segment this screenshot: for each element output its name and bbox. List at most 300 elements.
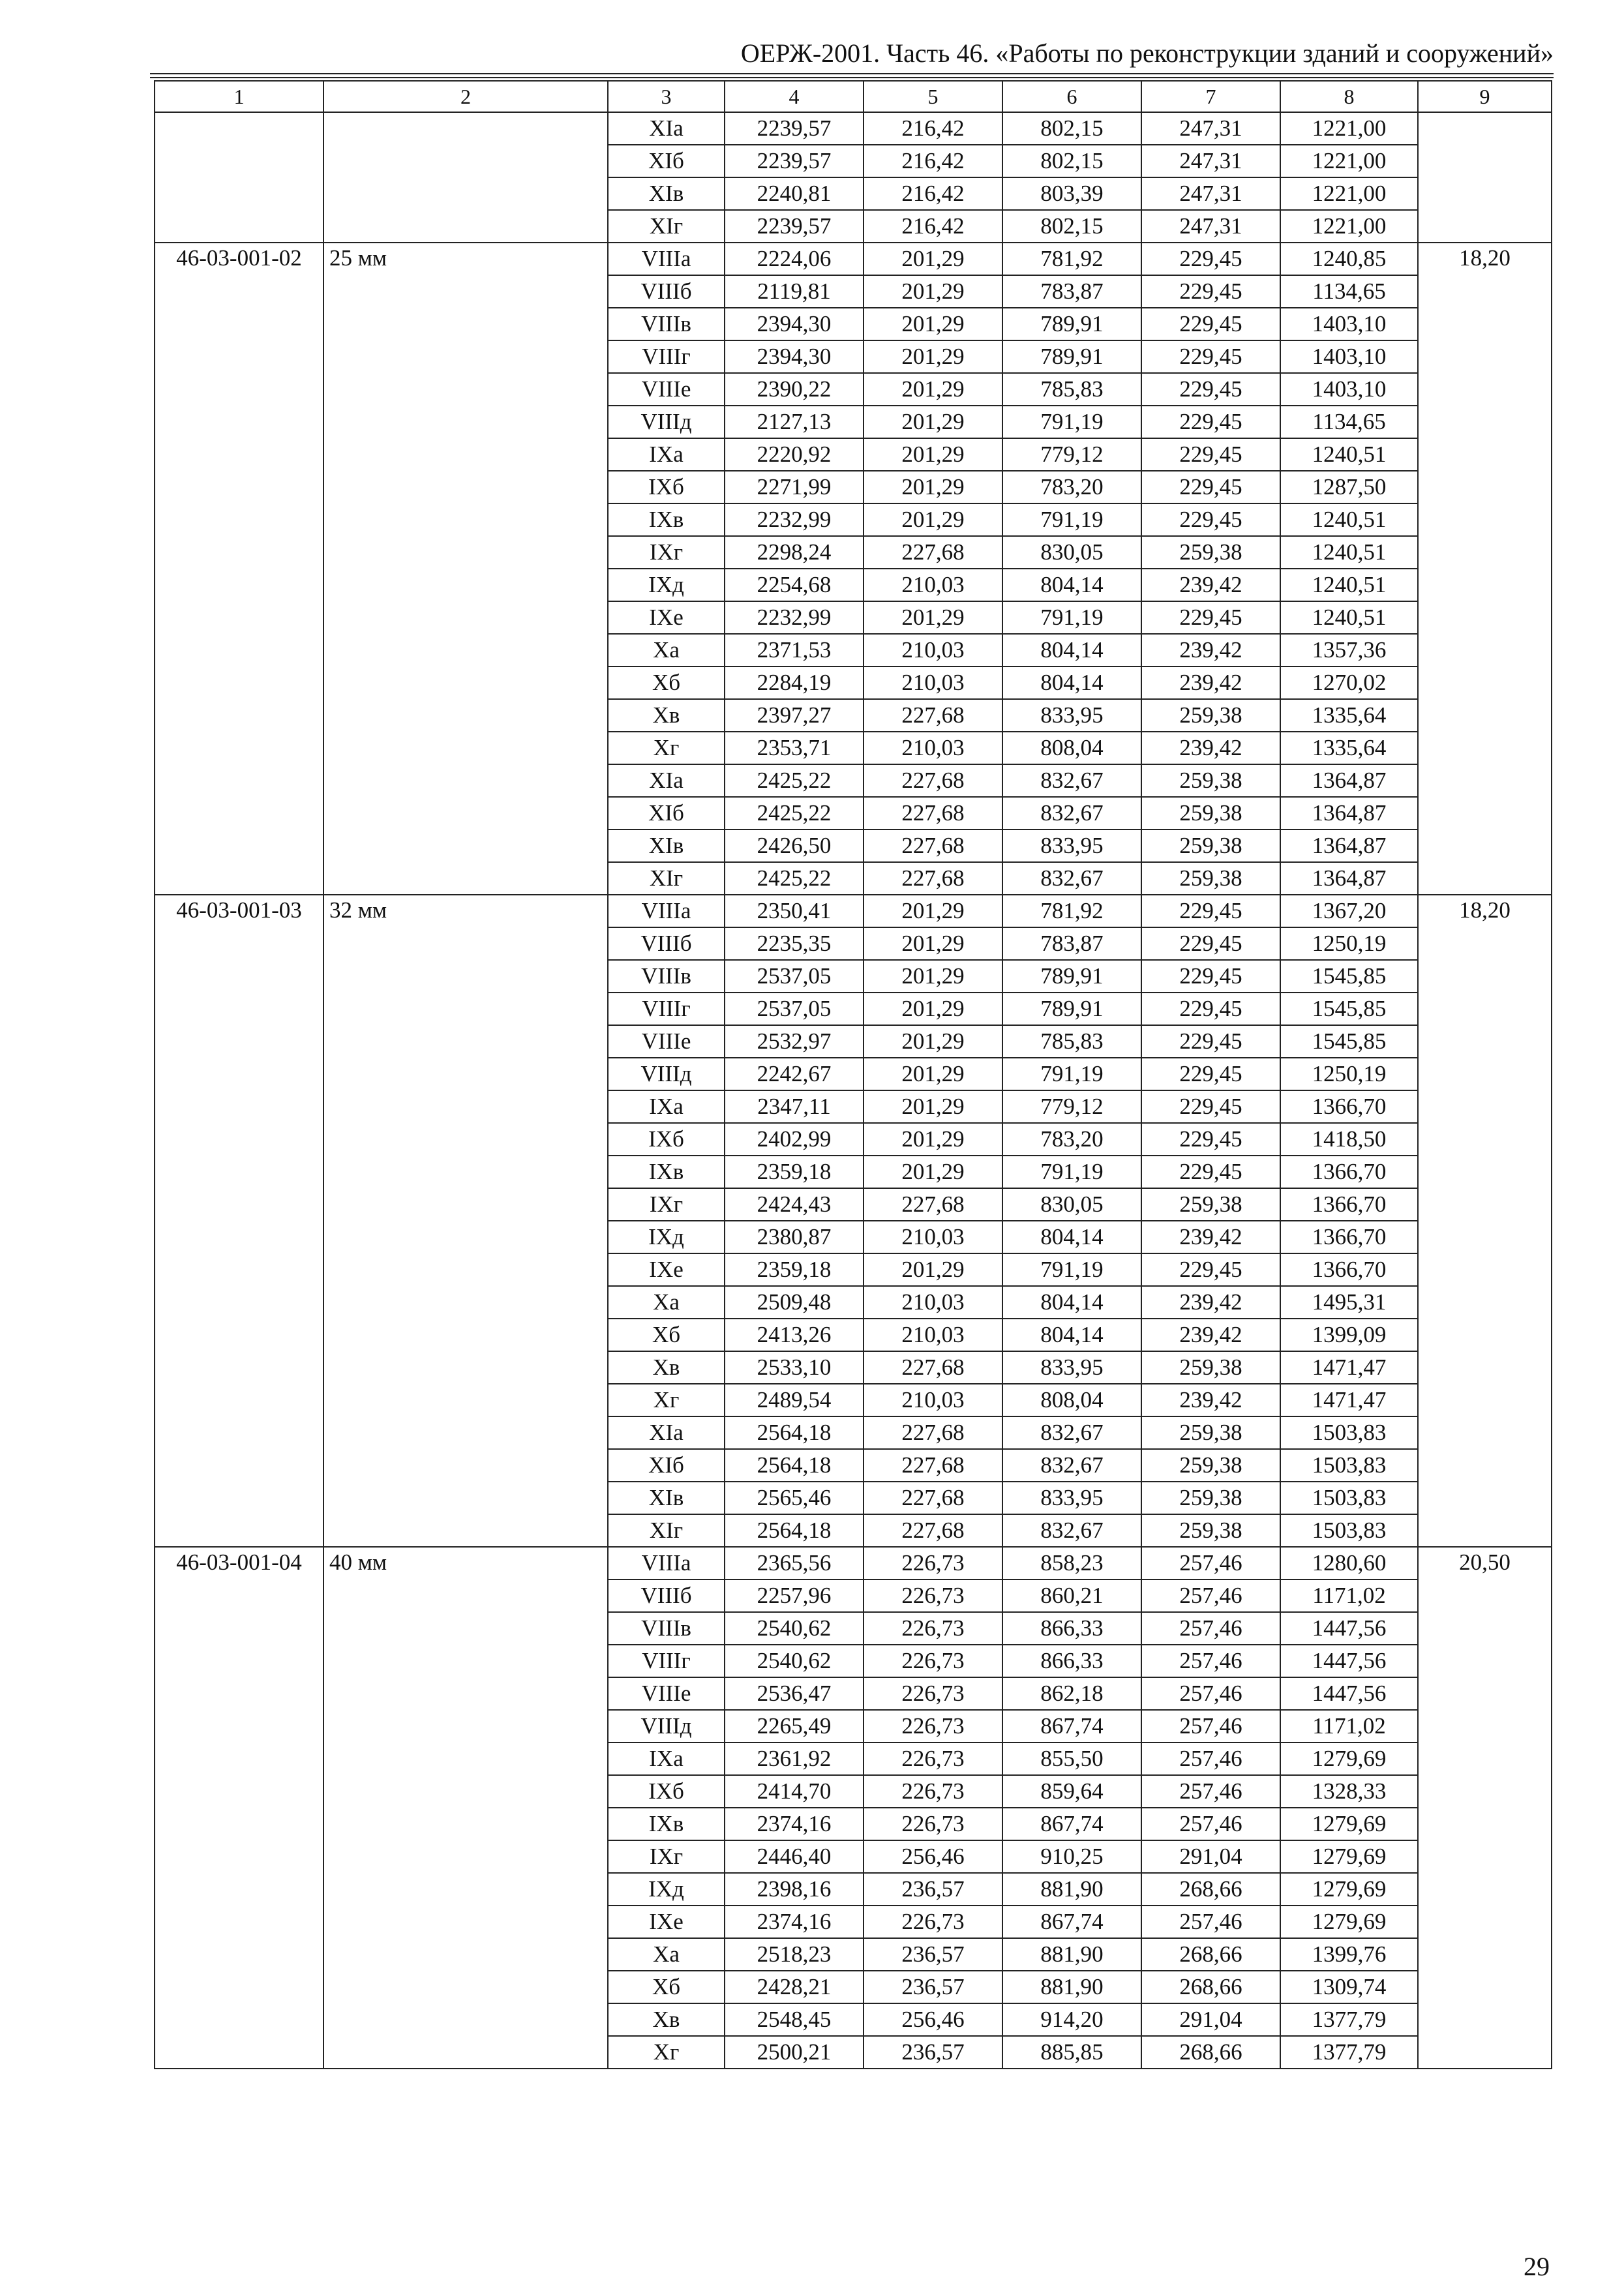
value-cell: 2240,81 [725,177,864,210]
table-row [155,112,1552,145]
value-cell: VIIIв [608,308,725,340]
value-cell: 229,45 [1141,471,1280,503]
value-cell: 832,67 [1002,764,1141,797]
value-cell: 227,68 [864,764,1002,797]
value-cell: 2425,22 [725,862,864,895]
value-cell: 1240,51 [1280,569,1418,601]
value-cell: 227,68 [864,699,1002,732]
rate-code-cell: 46-03-001-03 [155,895,323,1547]
value-cell: 226,73 [864,1808,1002,1840]
value-cell: 226,73 [864,1743,1002,1775]
value-cell: 804,14 [1002,1286,1141,1319]
value-cell: 1221,00 [1280,210,1418,243]
value-cell: 256,46 [864,1840,1002,1873]
value-cell: 1366,70 [1280,1253,1418,1286]
value-cell: 229,45 [1141,993,1280,1025]
value-cell: 236,57 [864,2036,1002,2069]
labor-cost-cell: 18,20 [1418,243,1552,895]
value-cell: 239,42 [1141,569,1280,601]
price-table [154,80,1552,2069]
value-cell: 860,21 [1002,1579,1141,1612]
value-cell: 2353,71 [725,732,864,764]
value-cell: Xа [608,634,725,666]
value-cell: 1287,50 [1280,471,1418,503]
value-cell: 858,23 [1002,1547,1141,1579]
value-cell: 833,95 [1002,830,1141,862]
value-cell: 1328,33 [1280,1775,1418,1808]
value-cell: 229,45 [1141,601,1280,634]
value-cell: 1503,83 [1280,1449,1418,1482]
value-cell: 2446,40 [725,1840,864,1873]
value-cell: 2425,22 [725,764,864,797]
value-cell: 832,67 [1002,1514,1141,1547]
value-cell: 885,85 [1002,2036,1141,2069]
value-cell: XIв [608,830,725,862]
value-cell: 779,12 [1002,1090,1141,1123]
value-cell: Xг [608,2036,725,2069]
table-row [155,895,1552,927]
value-cell: 257,46 [1141,1906,1280,1938]
value-cell: XIа [608,1416,725,1449]
value-cell: 229,45 [1141,927,1280,960]
value-cell: 259,38 [1141,1449,1280,1482]
value-cell: 1545,85 [1280,993,1418,1025]
value-cell: 833,95 [1002,1351,1141,1384]
value-cell: 783,87 [1002,275,1141,308]
value-cell: 201,29 [864,1090,1002,1123]
value-cell: 229,45 [1141,308,1280,340]
value-cell: 201,29 [864,275,1002,308]
value-cell: 1503,83 [1280,1416,1418,1449]
labor-cost-cell: 20,50 [1418,1547,1552,2069]
value-cell: VIIIе [608,1677,725,1710]
value-cell: 808,04 [1002,732,1141,764]
value-cell: 867,74 [1002,1906,1141,1938]
value-cell: 2220,92 [725,438,864,471]
value-cell: 2271,99 [725,471,864,503]
value-cell: 881,90 [1002,1938,1141,1971]
column-number: 3 [608,81,725,112]
value-cell: 830,05 [1002,536,1141,569]
value-cell: 1335,64 [1280,699,1418,732]
column-number: 9 [1418,81,1552,112]
value-cell: 783,87 [1002,927,1141,960]
value-cell: 257,46 [1141,1645,1280,1677]
value-cell: 2413,26 [725,1319,864,1351]
rate-name-cell: 25 мм [323,243,608,895]
value-cell: 783,20 [1002,471,1141,503]
value-cell: 2426,50 [725,830,864,862]
value-cell: 2232,99 [725,503,864,536]
value-cell: 1418,50 [1280,1123,1418,1156]
value-cell: 268,66 [1141,2036,1280,2069]
value-cell: 2380,87 [725,1221,864,1253]
value-cell: 2548,45 [725,2003,864,2036]
value-cell: 2540,62 [725,1645,864,1677]
value-cell: 1240,51 [1280,536,1418,569]
value-cell: 881,90 [1002,1873,1141,1906]
value-cell: 1367,20 [1280,895,1418,927]
value-cell: 259,38 [1141,1188,1280,1221]
value-cell: 2564,18 [725,1514,864,1547]
value-cell: 201,29 [864,895,1002,927]
value-cell: 227,68 [864,830,1002,862]
value-cell: 859,64 [1002,1775,1141,1808]
value-cell: VIIIа [608,1547,725,1579]
value-cell: 804,14 [1002,569,1141,601]
rate-name-cell: 40 мм [323,1547,608,2069]
value-cell: 1503,83 [1280,1482,1418,1514]
rate-name-cell: 32 мм [323,895,608,1547]
value-cell: 229,45 [1141,243,1280,275]
labor-cost-cell [1418,112,1552,243]
value-cell: 1403,10 [1280,340,1418,373]
value-cell: XIа [608,764,725,797]
value-cell: IXг [608,536,725,569]
value-cell: 1250,19 [1280,1058,1418,1090]
value-cell: 1134,65 [1280,406,1418,438]
value-cell: 1250,19 [1280,927,1418,960]
value-cell: 791,19 [1002,406,1141,438]
value-cell: 201,29 [864,373,1002,406]
value-cell: 914,20 [1002,2003,1141,2036]
value-cell: IXг [608,1188,725,1221]
value-cell: 259,38 [1141,862,1280,895]
value-cell: 226,73 [864,1547,1002,1579]
value-cell: 1240,51 [1280,438,1418,471]
column-number-row [155,81,1552,112]
value-cell: 2119,81 [725,275,864,308]
value-cell: 2371,53 [725,634,864,666]
value-cell: 216,42 [864,145,1002,177]
value-cell: 201,29 [864,503,1002,536]
value-cell: 210,03 [864,1384,1002,1416]
value-cell: 229,45 [1141,895,1280,927]
value-cell: XIг [608,862,725,895]
value-cell: 226,73 [864,1906,1002,1938]
value-cell: 259,38 [1141,1482,1280,1514]
value-cell: 256,46 [864,2003,1002,2036]
value-cell: XIв [608,177,725,210]
value-cell: 1279,69 [1280,1840,1418,1873]
value-cell: 791,19 [1002,1156,1141,1188]
value-cell: VIIIб [608,275,725,308]
page-number: 29 [1524,2252,1550,2281]
value-cell: 259,38 [1141,699,1280,732]
value-cell: 2242,67 [725,1058,864,1090]
header-rule [150,73,1554,74]
value-cell: 2365,56 [725,1547,864,1579]
value-cell: 791,19 [1002,503,1141,536]
value-cell: Xб [608,1971,725,2003]
value-cell: XIб [608,1449,725,1482]
value-cell: 2398,16 [725,1873,864,1906]
value-cell: 1309,74 [1280,1971,1418,2003]
value-cell: 227,68 [864,1449,1002,1482]
value-cell: 2533,10 [725,1351,864,1384]
value-cell: 201,29 [864,1025,1002,1058]
value-cell: 1171,02 [1280,1579,1418,1612]
value-cell: 201,29 [864,1253,1002,1286]
value-cell: 236,57 [864,1873,1002,1906]
value-cell: 229,45 [1141,1156,1280,1188]
value-cell: 2540,62 [725,1612,864,1645]
value-cell: IXд [608,1873,725,1906]
value-cell: VIIIв [608,1612,725,1645]
value-cell: 1240,85 [1280,243,1418,275]
value-cell: 247,31 [1141,210,1280,243]
value-cell: 781,92 [1002,895,1141,927]
value-cell: 2500,21 [725,2036,864,2069]
value-cell: 2394,30 [725,340,864,373]
value-cell: 867,74 [1002,1808,1141,1840]
value-cell: 210,03 [864,1221,1002,1253]
value-cell: 216,42 [864,177,1002,210]
value-cell: 832,67 [1002,862,1141,895]
value-cell: 1221,00 [1280,177,1418,210]
value-cell: 791,19 [1002,601,1141,634]
value-cell: 791,19 [1002,1058,1141,1090]
value-cell: 1280,60 [1280,1547,1418,1579]
value-cell: 1447,56 [1280,1645,1418,1677]
value-cell: 1279,69 [1280,1808,1418,1840]
value-cell: 239,42 [1141,1286,1280,1319]
value-cell: XIг [608,1514,725,1547]
value-cell: IXв [608,1156,725,1188]
value-cell: 227,68 [864,1482,1002,1514]
value-cell: IXа [608,1743,725,1775]
value-cell: 226,73 [864,1645,1002,1677]
table-row [155,243,1552,275]
value-cell: 201,29 [864,471,1002,503]
column-number: 4 [725,81,864,112]
value-cell: 808,04 [1002,1384,1141,1416]
value-cell: 2414,70 [725,1775,864,1808]
value-cell: 1503,83 [1280,1514,1418,1547]
value-cell: 789,91 [1002,993,1141,1025]
value-cell: 210,03 [864,666,1002,699]
value-cell: 1471,47 [1280,1351,1418,1384]
value-cell: 227,68 [864,862,1002,895]
value-cell: 201,29 [864,340,1002,373]
value-cell: 201,29 [864,1156,1002,1188]
header-rule-double [150,77,1554,78]
value-cell: 229,45 [1141,1253,1280,1286]
value-cell: 2232,99 [725,601,864,634]
value-cell: 257,46 [1141,1547,1280,1579]
value-cell: 239,42 [1141,1384,1280,1416]
value-cell: 239,42 [1141,634,1280,666]
value-cell: 236,57 [864,1971,1002,2003]
value-cell: 239,42 [1141,1319,1280,1351]
value-cell: 227,68 [864,536,1002,569]
value-cell: 268,66 [1141,1873,1280,1906]
value-cell: Xб [608,1319,725,1351]
value-cell: 804,14 [1002,666,1141,699]
value-cell: 226,73 [864,1612,1002,1645]
rate-code-cell: 46-03-001-04 [155,1547,323,2069]
value-cell: XIб [608,145,725,177]
value-cell: 1447,56 [1280,1677,1418,1710]
value-cell: 2564,18 [725,1416,864,1449]
value-cell: 2537,05 [725,960,864,993]
value-cell: Xа [608,1286,725,1319]
value-cell: 257,46 [1141,1743,1280,1775]
value-cell: 2298,24 [725,536,864,569]
value-cell: IXб [608,1775,725,1808]
value-cell: 1335,64 [1280,732,1418,764]
value-cell: 229,45 [1141,1058,1280,1090]
value-cell: 226,73 [864,1677,1002,1710]
column-number: 5 [864,81,1002,112]
value-cell: 210,03 [864,569,1002,601]
value-cell: 229,45 [1141,340,1280,373]
value-cell: 1471,47 [1280,1384,1418,1416]
value-cell: 201,29 [864,960,1002,993]
rate-code-cell: 46-03-001-02 [155,243,323,895]
value-cell: 1495,31 [1280,1286,1418,1319]
value-cell: IXд [608,569,725,601]
column-number: 1 [155,81,323,112]
value-cell: 291,04 [1141,1840,1280,1873]
column-number: 2 [323,81,608,112]
value-cell: 2397,27 [725,699,864,732]
value-cell: 1399,09 [1280,1319,1418,1351]
labor-cost-cell: 18,20 [1418,895,1552,1547]
value-cell: 2536,47 [725,1677,864,1710]
value-cell: 239,42 [1141,732,1280,764]
value-cell: 833,95 [1002,1482,1141,1514]
value-cell: 226,73 [864,1775,1002,1808]
value-cell: 210,03 [864,634,1002,666]
table-row [155,1547,1552,1579]
value-cell: 1403,10 [1280,373,1418,406]
value-cell: 268,66 [1141,1938,1280,1971]
value-cell: 227,68 [864,1188,1002,1221]
value-cell: 804,14 [1002,1319,1141,1351]
value-cell: 2537,05 [725,993,864,1025]
value-cell: 803,39 [1002,177,1141,210]
value-cell: 259,38 [1141,536,1280,569]
value-cell: 227,68 [864,1416,1002,1449]
value-cell: IXд [608,1221,725,1253]
value-cell: 1240,51 [1280,503,1418,536]
value-cell: 259,38 [1141,1514,1280,1547]
value-cell: IXе [608,1253,725,1286]
value-cell: 789,91 [1002,340,1141,373]
value-cell: 201,29 [864,1058,1002,1090]
value-cell: 229,45 [1141,1123,1280,1156]
value-cell: 2402,99 [725,1123,864,1156]
value-cell: 2239,57 [725,112,864,145]
value-cell: 2284,19 [725,666,864,699]
value-cell: 2374,16 [725,1906,864,1938]
value-cell: 2359,18 [725,1253,864,1286]
value-cell: 1366,70 [1280,1221,1418,1253]
value-cell: 1403,10 [1280,308,1418,340]
value-cell: 201,29 [864,927,1002,960]
value-cell: 2350,41 [725,895,864,927]
value-cell: 833,95 [1002,699,1141,732]
value-cell: 1364,87 [1280,862,1418,895]
value-cell: 785,83 [1002,373,1141,406]
value-cell: IXв [608,1808,725,1840]
value-cell: 1270,02 [1280,666,1418,699]
rate-name-cell [323,112,608,243]
value-cell: 791,19 [1002,1253,1141,1286]
value-cell: 239,42 [1141,1221,1280,1253]
value-cell: 2532,97 [725,1025,864,1058]
value-cell: 862,18 [1002,1677,1141,1710]
value-cell: 257,46 [1141,1677,1280,1710]
value-cell: 229,45 [1141,373,1280,406]
value-cell: 201,29 [864,601,1002,634]
value-cell: 291,04 [1141,2003,1280,2036]
value-cell: VIIIб [608,927,725,960]
column-number: 8 [1280,81,1418,112]
value-cell: IXе [608,1906,725,1938]
value-cell: 802,15 [1002,112,1141,145]
value-cell: Xв [608,699,725,732]
value-cell: 201,29 [864,243,1002,275]
value-cell: 2509,48 [725,1286,864,1319]
value-cell: 802,15 [1002,210,1141,243]
value-cell: 2394,30 [725,308,864,340]
value-cell: 229,45 [1141,960,1280,993]
value-cell: 1366,70 [1280,1090,1418,1123]
value-cell: 1377,79 [1280,2036,1418,2069]
value-cell: 2564,18 [725,1449,864,1482]
value-cell: 881,90 [1002,1971,1141,2003]
value-cell: 2361,92 [725,1743,864,1775]
value-cell: 201,29 [864,438,1002,471]
value-cell: 226,73 [864,1579,1002,1612]
value-cell: 1221,00 [1280,145,1418,177]
value-cell: 226,73 [864,1710,1002,1743]
value-cell: VIIIг [608,340,725,373]
value-cell: 216,42 [864,210,1002,243]
value-cell: 2425,22 [725,797,864,830]
value-cell: VIIIе [608,373,725,406]
value-cell: 2424,43 [725,1188,864,1221]
value-cell: 789,91 [1002,308,1141,340]
value-cell: Xг [608,1384,725,1416]
value-cell: 832,67 [1002,797,1141,830]
value-cell: 2347,11 [725,1090,864,1123]
value-cell: 866,33 [1002,1645,1141,1677]
value-cell: 227,68 [864,1351,1002,1384]
value-cell: 1366,70 [1280,1156,1418,1188]
value-cell: 867,74 [1002,1710,1141,1743]
value-cell: 1357,36 [1280,634,1418,666]
value-cell: IXа [608,438,725,471]
value-cell: 2374,16 [725,1808,864,1840]
value-cell: 259,38 [1141,830,1280,862]
value-cell: 1279,69 [1280,1743,1418,1775]
value-cell: 1366,70 [1280,1188,1418,1221]
value-cell: 259,38 [1141,1351,1280,1384]
value-cell: 2390,22 [725,373,864,406]
value-cell: VIIIе [608,1025,725,1058]
value-cell: 1399,76 [1280,1938,1418,1971]
value-cell: VIIIд [608,1710,725,1743]
value-cell: 2235,35 [725,927,864,960]
value-cell: 210,03 [864,1286,1002,1319]
value-cell: 832,67 [1002,1416,1141,1449]
value-cell: Xб [608,666,725,699]
value-cell: IXб [608,1123,725,1156]
value-cell: 2239,57 [725,210,864,243]
